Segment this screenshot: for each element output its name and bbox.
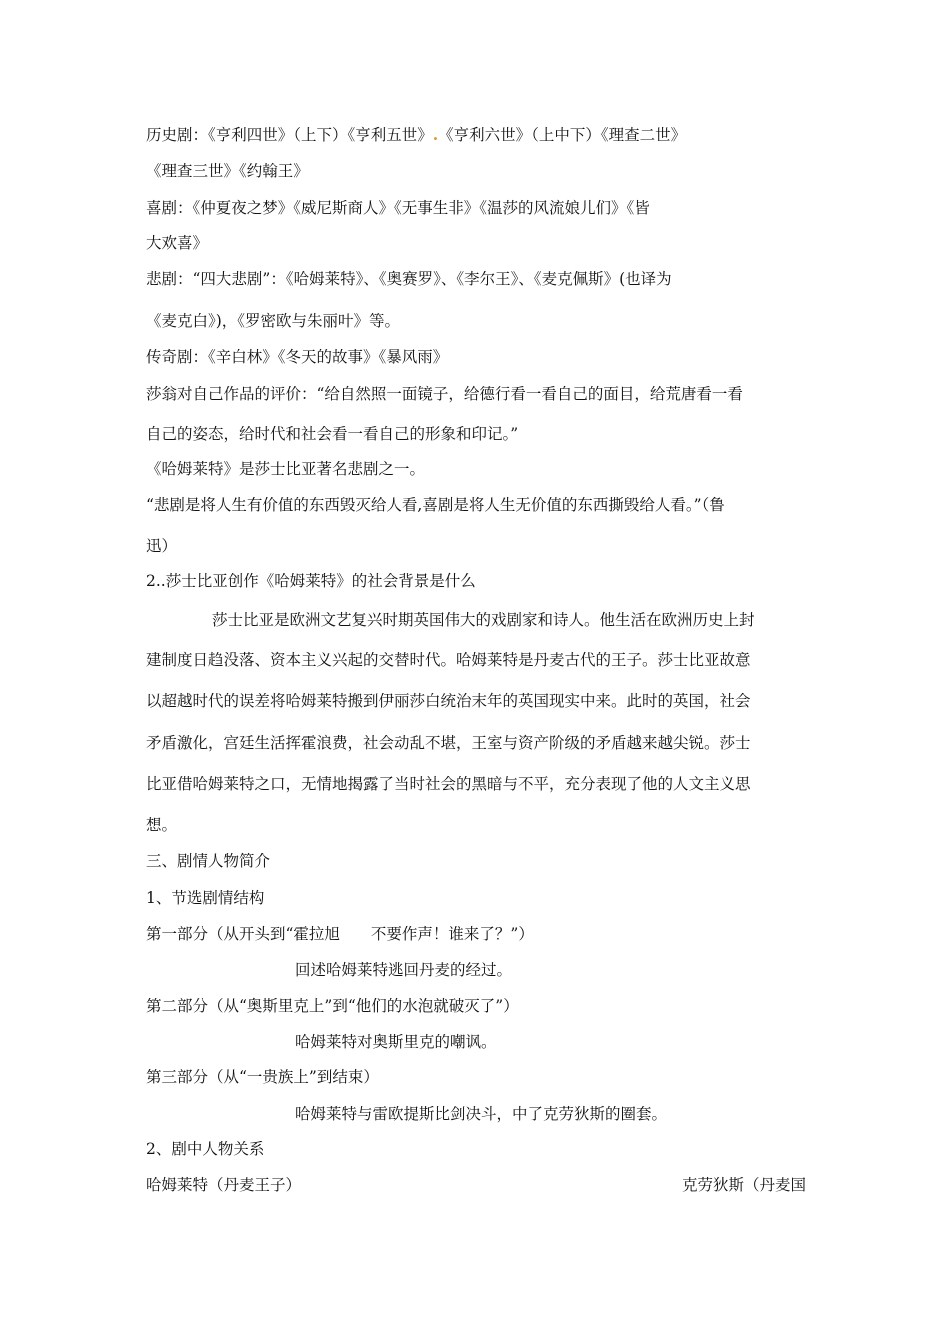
relation-right-character: 克劳狄斯（丹麦国 <box>681 1176 806 1194</box>
question-2-heading: 2..莎士比亚创作《哈姆莱特》的社会背景是什么 <box>146 572 476 590</box>
history-plays-line <box>146 125 686 145</box>
section-3-heading: 三、剧情人物简介 <box>146 852 271 870</box>
part-3-line: 第三部分（从“一贵族上”到结束） <box>146 1068 379 1086</box>
background-paragraph-line-4: 矛盾激化，宫廷生活挥霍浪费，社会动乱不堪，王室与资产阶级的矛盾越来越尖锐。莎士 <box>146 734 751 752</box>
part-2-description: 哈姆莱特对奥斯里克的嘲讽。 <box>295 1033 497 1051</box>
background-paragraph-line-3: 以超越时代的误差将哈姆莱特搬到伊丽莎白统治末年的英国现实中来。此时的英国，社会 <box>146 692 751 710</box>
history-plays-line-2: 《理查三世》《约翰王》 <box>146 162 309 180</box>
romance-line: 传奇剧：《辛白林》《冬天的故事》《暴风雨》 <box>146 348 449 366</box>
self-evaluation-line-2: 自己的姿态，给时代和社会看一看自己的形象和印记。” <box>146 425 519 443</box>
background-paragraph-line-2: 建制度日趋没落、资本主义兴起的交替时代。哈姆莱特是丹麦古代的王子。莎士比亚故意 <box>146 651 751 669</box>
comedy-line-2: 大欢喜》 <box>146 234 209 252</box>
history-plays-text-b: 《亨利六世》（上中下）《理查二世》 <box>438 126 687 144</box>
part-3-description: 哈姆莱特与雷欧提斯比剑决斗，中了克劳狄斯的圈套。 <box>295 1105 668 1123</box>
tragedy-line-2: 《麦克白》)，《罗密欧与朱丽叶》等。 <box>146 312 401 330</box>
subsection-2-heading: 2、剧中人物关系 <box>146 1140 265 1158</box>
part-1-description: 回述哈姆莱特逃回丹麦的经过。 <box>295 961 513 979</box>
part-2-line: 第二部分（从“奥斯里克上”到“他们的水泡就破灭了”） <box>146 997 519 1015</box>
luxun-quote-line-1: “悲剧是将人生有价值的东西毁灭给人看,喜剧是将人生无价值的东西撕毁给人看。”（鲁 <box>146 496 725 514</box>
background-paragraph-line-6: 想。 <box>146 816 178 834</box>
history-plays-text-a: 历史剧：《亨利四世》（上下）《亨利五世》 <box>146 126 433 144</box>
part-1-line: 第一部分（从开头到“霍拉旭 不要作声！谁来了？”） <box>146 925 534 943</box>
background-paragraph-line-5: 比亚借哈姆莱特之口，无情地揭露了当时社会的黑暗与不平，充分表现了他的人文主义思 <box>146 775 751 793</box>
subsection-1-heading: 1、节选剧情结构 <box>146 889 265 907</box>
hamlet-intro-line: 《哈姆莱特》是莎士比亚著名悲剧之一。 <box>146 460 426 478</box>
background-paragraph-line-1: 莎士比亚是欧洲文艺复兴时期英国伟大的戏剧家和诗人。他生活在欧洲历史上封 <box>212 611 755 629</box>
luxun-quote-line-2: 迅） <box>146 537 178 555</box>
relation-left-character: 哈姆莱特（丹麦王子） <box>146 1176 302 1194</box>
highlight-dot: . <box>432 125 439 144</box>
comedy-line-1: 喜剧：《仲夏夜之梦》《威尼斯商人》《无事生非》《温莎的风流娘儿们》《皆 <box>146 199 650 217</box>
self-evaluation-line-1: 莎翁对自己作品的评价：“给自然照一面镜子，给德行看一看自己的面目，给荒唐看一看 <box>146 385 743 403</box>
tragedy-line-1: 悲剧：“四大悲剧”：《哈姆莱特》、《奥赛罗》、《李尔王》、《麦克佩斯》(也译为 <box>146 270 672 288</box>
